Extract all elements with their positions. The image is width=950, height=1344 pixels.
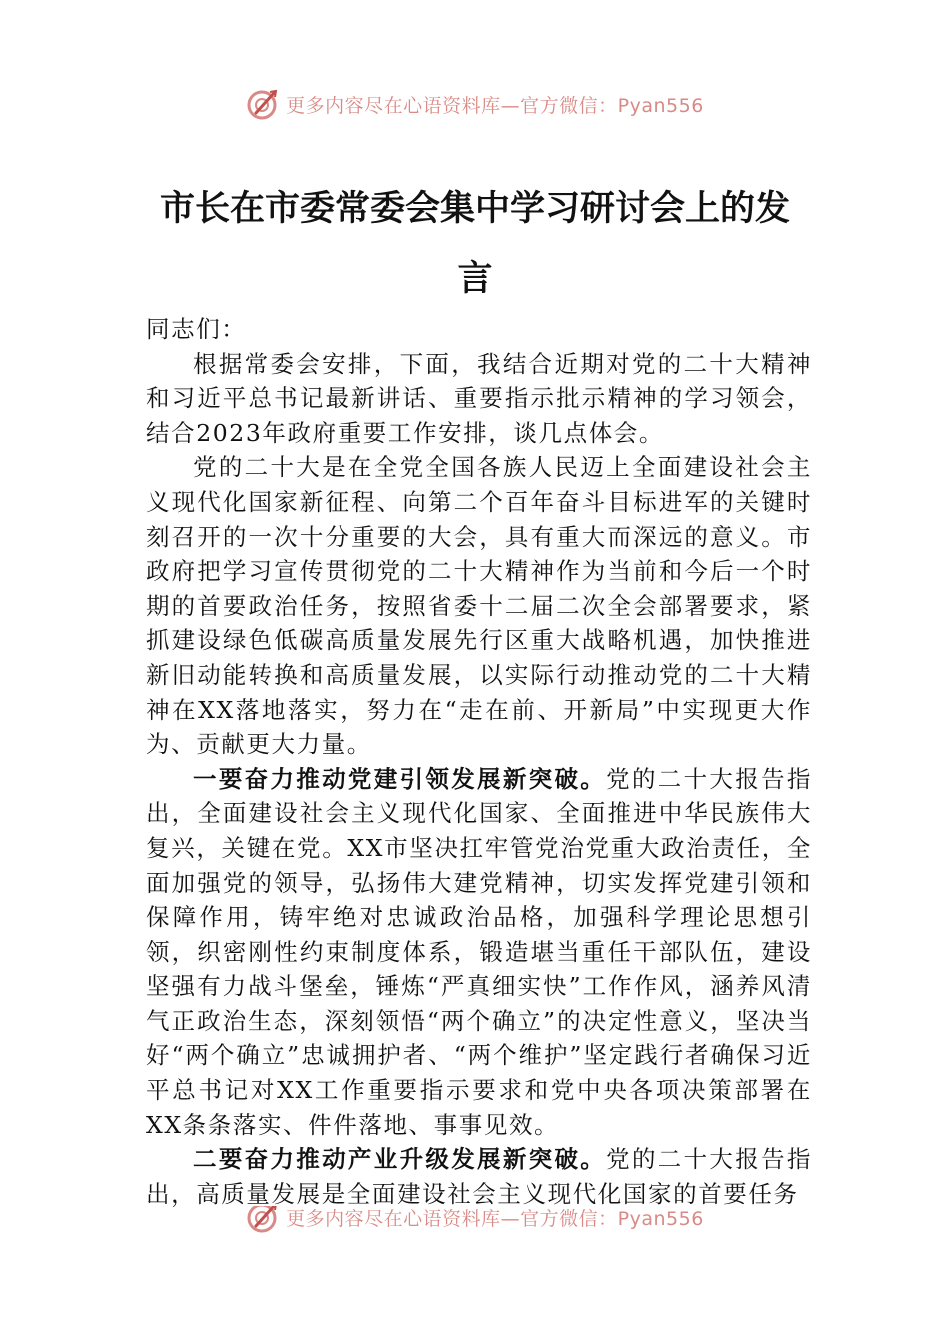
paragraph-text: 根据常委会安排，下面，我结合近期对党的二十大精神和习近平总书记最新讲话、重要指示批示精神的学习领会，结合2023年政府重要工作安排，谈几点体会。: [146, 349, 812, 447]
paragraph-2: [146, 450, 812, 761]
document-body: [146, 312, 812, 1211]
paragraph-text: 党的二十大报告指出，全面建设社会主义现代化国家、全面推进中华民族伟大复兴，关键在党。XX市坚决扛牢管党治党重大政治责任，全面加强党的领导，弘扬伟大建党精神，切实发挥党建引领和保障作用，铸牢绝对忠诚政治品格，加强科学理论思想引领，织密刚性约束制度体系，锻造堪当重任干部队伍，建设坚强有力战斗堡垒，锤炼“严真细实快”工作作风，涵养风清气正政治生态，深刻领悟“两个确立”的决定性意义，坚决当好“两个确立”忠诚拥护者、“两个维护”坚定践行者确保习近平总书记对XX工作重要指示要求和党中央各项决策部署在XX条条落实、件件落地、事事见效。: [146, 764, 812, 1139]
paragraph-lead: 一要奋力推动党建引领发展新突破。: [193, 764, 607, 793]
watermark-text: 更多内容尽在心语资料库—官方微信：Pyan556: [286, 94, 704, 117]
paragraph-3: [146, 762, 812, 1143]
paragraph-4: [146, 1142, 812, 1211]
salutation: 同志们：: [146, 315, 247, 343]
logo-icon: [246, 87, 280, 121]
paragraph-text: 党的二十大报告指出，高质量发展是全面建设社会主义现代化国家的首要任务: [146, 1145, 812, 1208]
paragraph-1: [146, 347, 812, 451]
watermark-text: 更多内容尽在心语资料库—官方微信：Pyan556: [286, 1207, 704, 1230]
watermark-top: [0, 84, 950, 124]
paragraph-lead: 二要奋力推动产业升级发展新突破。: [193, 1145, 607, 1174]
watermark-bottom: [0, 1206, 950, 1240]
document-title-line1: 市长在市委常委会集中学习研讨会上的发: [159, 188, 790, 229]
logo-icon: [246, 1206, 280, 1234]
document-title-line2: 言: [457, 258, 493, 299]
paragraph-text: 党的二十大是在全党全国各族人民迈上全面建设社会主义现代化国家新征程、向第二个百年奋斗目标进军的关键时刻召开的一次十分重要的大会，具有重大而深远的意义。市政府把学习宣传贯彻党的二十大精神作为当前和今后一个时期的首要政治任务，按照省委十二届二次全会部署要求，紧抓建设绿色低碳高质量发展先行区重大战略机遇，加快推进新旧动能转换和高质量发展，以实际行动推动党的二十大精神在XX落地落实，努力在“走在前、开新局”中实现更大作为、贡献更大力量。: [146, 453, 812, 759]
